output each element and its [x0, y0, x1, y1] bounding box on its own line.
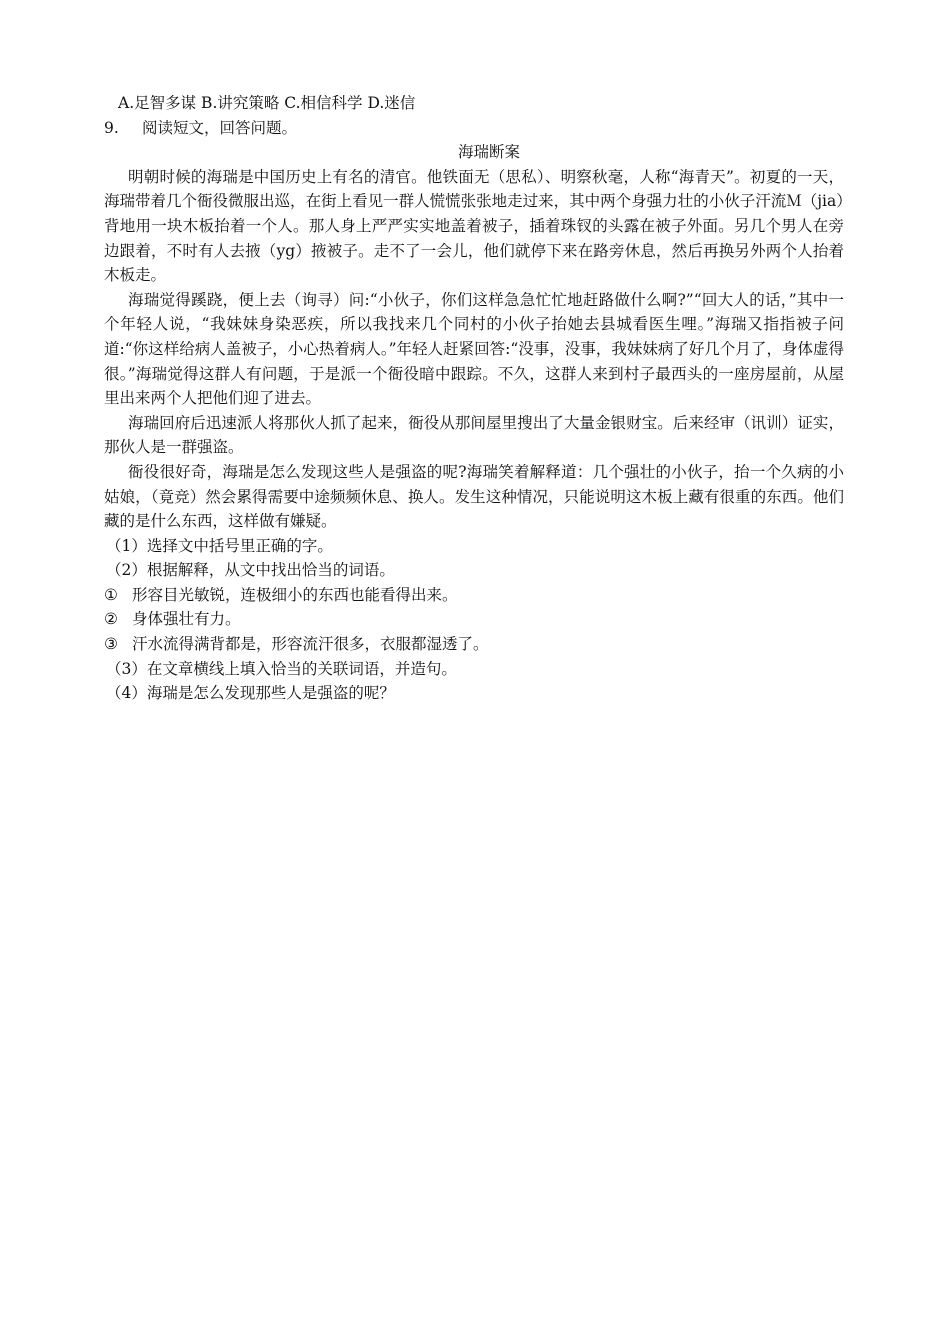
passage-title: 海瑞断案 [457, 143, 520, 162]
passage-paragraph-2: 海瑞觉得蹊跷，便上去（询寻）问:“小伙子，你们这样急急忙忙地赶路做什么啊?”“回大人的话，”其中一个年轻人说，“我妹妹身染恶疾，所以我找来几个同村的小伙子抬她去县城看医生哩。”海瑞又指指被子问道:“你这样给病人盖被子，小心热着病人。”年轻人赶紧回答:“没事，没事，我妹妹病了好几个月了，身体虚得很。”海瑞觉得这群人有问题，于是派一个衙役暗中跟踪。不久，这群人来到村子最西头的一座房屋前，从屋里出来两个人把他们迎了进去。 [104, 290, 844, 408]
item-text: 身体强壮有力。 [132, 610, 241, 629]
passage-paragraph-1: 明朝时候的海瑞是中国历史上有名的清官。他铁面无（思私）、明察秋毫，人称“海青天”。初夏的一天，海瑞带着几个衙役微服出巡，在街上看见一群人慌慌张张地走过来，其中两个身强力壮的小伙子汗流Ｍ（jia）背地用一块木板抬着一个人。那人身上严严实实地盖着被子，插着珠钗的头露在被子外面。另几个男人在旁边跟着，不时有人去掖（yg）掖被子。走不了一会儿，他们就停下来在路旁休息，然后再换另外两个人抬着木板走。 [104, 167, 844, 285]
passage-paragraph-3: 海瑞回府后迅速派人将那伙人抓了起来，衙役从那间屋里搜出了大量金银财宝。后来经审（讯训）证实，那伙人是一群强盗。 [104, 413, 844, 457]
subquestion-3: （3）在文章横线上填入恰当的关联词语，并造句。 [106, 659, 457, 678]
subquestion-4: （4）海瑞是怎么发现那些人是强盗的呢？ [106, 684, 395, 703]
question-9-heading [104, 116, 844, 141]
question-number: 9. [104, 118, 119, 137]
list-item [104, 607, 844, 632]
item-text: 形容目光敏锐，连极细小的东西也能看得出来。 [132, 585, 458, 604]
question-instruction: 阅读短文，回答问题。 [142, 118, 298, 137]
answer-options: A.足智多谋 B.讲究策略 C.相信科学 D.迷信 [118, 94, 416, 112]
item-marker: ② [104, 610, 118, 629]
passage-paragraph-4: 衙役很好奇，海瑞是怎么发现这些人是强盗的呢?海瑞笑着解释道：几个强壮的小伙子，抬一个久病的小姑娘，（竟竞）然会累得需要中途频频休息、换人。发生这种情况，只能说明这木板上藏有很重的东西。他们藏的是什么东西，这样做有嫌疑。 [104, 462, 844, 531]
item-text: 汗水流得满背都是，形容流汗很多，衣服都湿透了。 [132, 635, 489, 654]
item-marker: ① [104, 585, 118, 604]
list-item [104, 632, 844, 657]
list-item [104, 583, 844, 608]
item-marker: ③ [104, 635, 118, 654]
document-content [104, 91, 844, 706]
subquestion-1: （1）选择文中括号里正确的字。 [106, 536, 333, 555]
subquestion-2: （2）根据解释，从文中找出恰当的词语。 [106, 561, 395, 580]
